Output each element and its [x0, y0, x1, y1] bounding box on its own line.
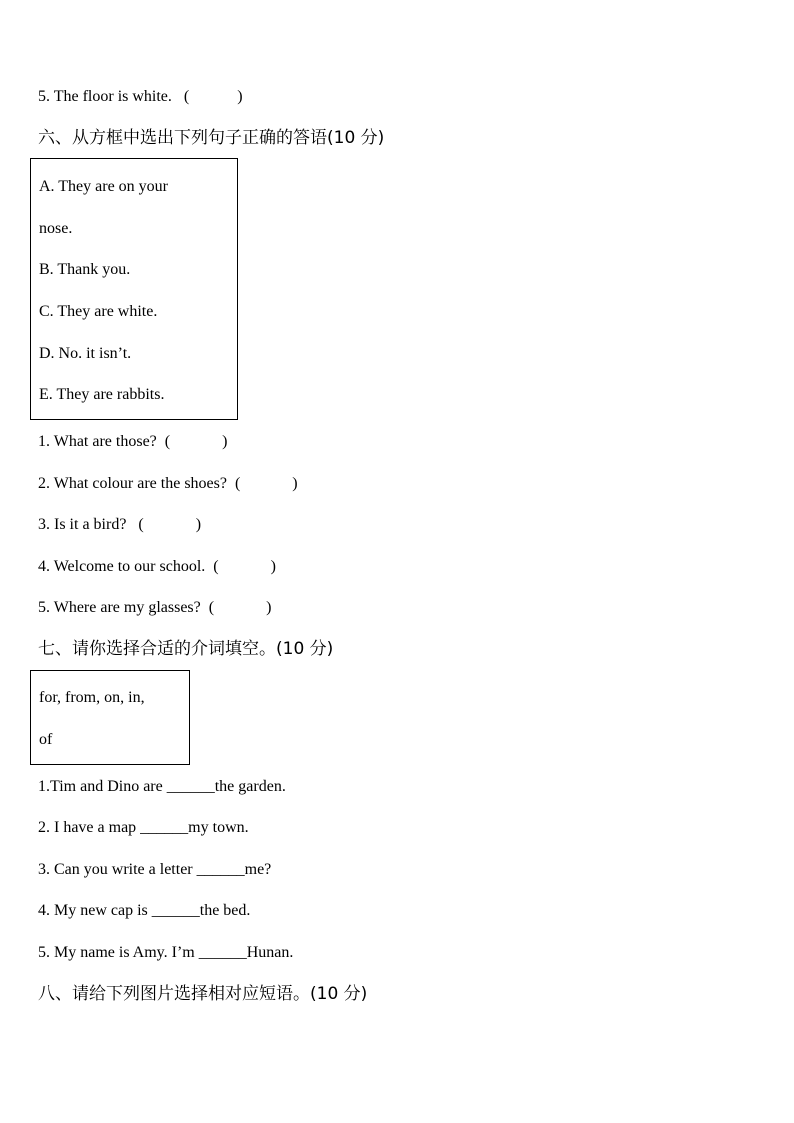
word-box-line-2: of	[39, 731, 53, 748]
section-6-question-5: 5. Where are my glasses? ( )	[38, 599, 272, 616]
section-6-question-1: 1. What are those? ( )	[38, 433, 228, 450]
section-6-options-box	[30, 158, 238, 420]
section-7-word-box	[30, 670, 190, 765]
section-7-heading: 七、请你选择合适的介词填空。(10 分)	[38, 639, 334, 659]
section-7-question-2: 2. I have a map ______my town.	[38, 819, 249, 836]
section-6-question-3: 3. Is it a bird? ( )	[38, 516, 202, 533]
word-box-line-1: for, from, on, in,	[39, 689, 145, 706]
option-a-continued: nose.	[39, 220, 73, 237]
section-6-question-4: 4. Welcome to our school. ( )	[38, 558, 276, 575]
question-5-floor-white: 5. The floor is white. ( )	[38, 88, 243, 105]
option-e: E. They are rabbits.	[39, 386, 165, 403]
section-8-heading: 八、请给下列图片选择相对应短语。(10 分)	[38, 984, 368, 1004]
section-7-question-3: 3. Can you write a letter ______me?	[38, 861, 272, 878]
option-d: D. No. it isn’t.	[39, 345, 132, 362]
section-7-question-4: 4. My new cap is ______the bed.	[38, 902, 251, 919]
option-a: A. They are on your	[39, 178, 168, 195]
option-b: B. Thank you.	[39, 261, 131, 278]
section-6-question-2: 2. What colour are the shoes? ( )	[38, 475, 298, 492]
section-7-question-5: 5. My name is Amy. I’m ______Hunan.	[38, 944, 294, 961]
section-7-question-1: 1.Tim and Dino are ______the garden.	[38, 778, 286, 795]
section-6-heading: 六、从方框中选出下列句子正确的答语(10 分)	[38, 128, 385, 148]
option-c: C. They are white.	[39, 303, 158, 320]
